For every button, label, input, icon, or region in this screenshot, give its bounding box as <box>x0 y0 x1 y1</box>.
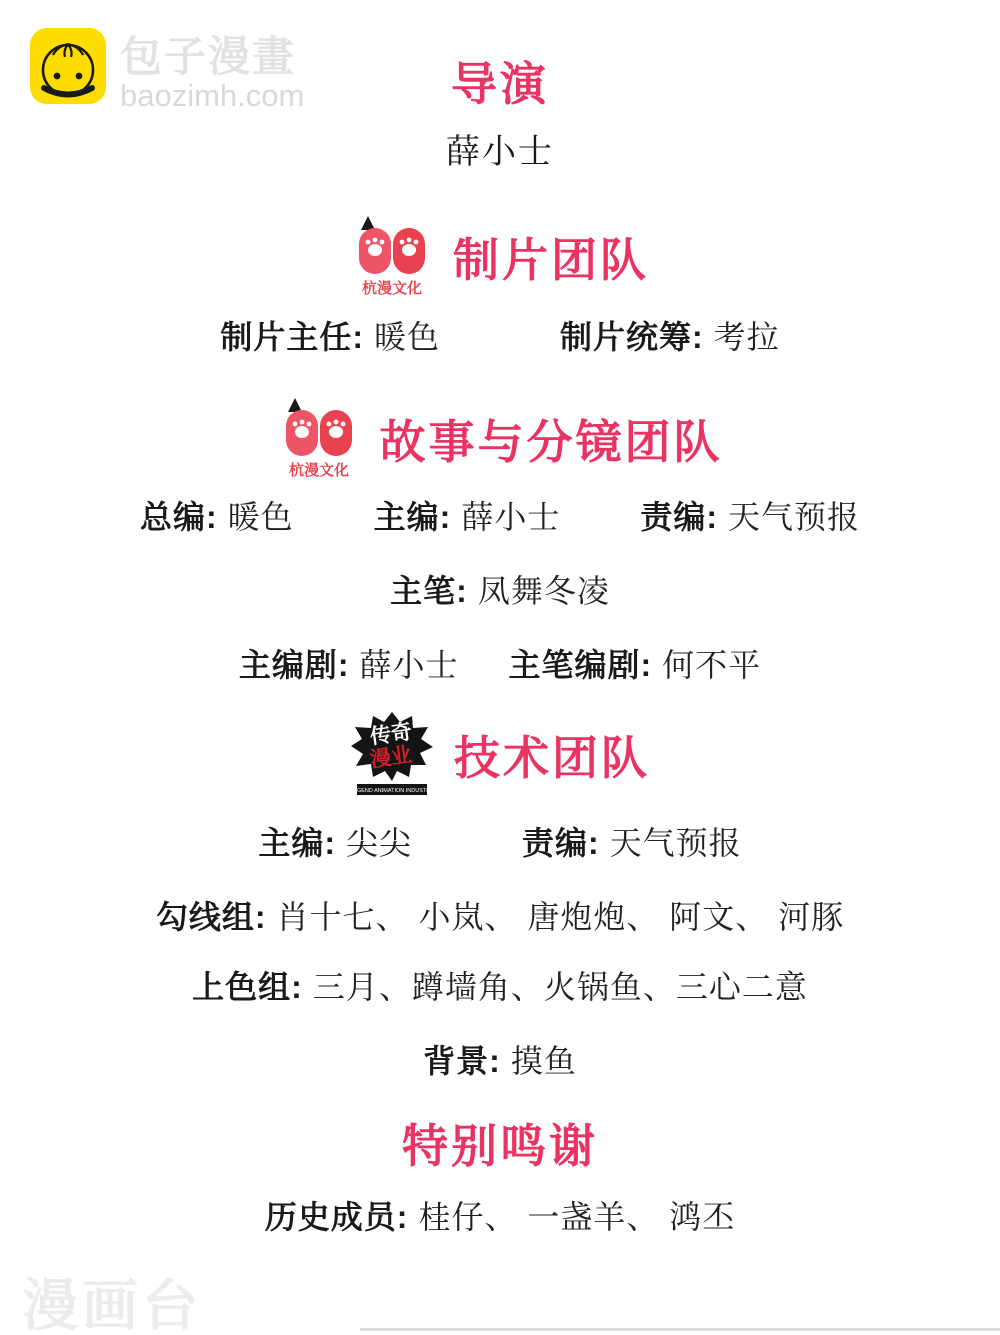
credit-label: 勾线组: <box>155 899 267 935</box>
manhuatai-watermark: 漫画台 <box>22 1274 202 1335</box>
credit-entry <box>509 640 762 686</box>
credit-value: 凤舞冬凌 <box>477 573 610 609</box>
hangman-culture-logo-icon <box>351 214 433 300</box>
credit-entry <box>374 492 561 538</box>
credit-value: 桂仔、 一盏羊、 鸿丕 <box>418 1199 736 1235</box>
hangman-culture-logo-caption: 杭漫文化 <box>361 280 423 297</box>
credit-label: 上色组: <box>192 969 303 1005</box>
credit-entry <box>258 818 412 864</box>
credit-entry <box>265 1192 735 1238</box>
story-credits-row-2 <box>0 566 1000 612</box>
production-heading: 制片团队 <box>453 234 649 286</box>
credit-value: 暖色 <box>227 499 294 535</box>
legend-logo-text-bottom: 漫业 <box>368 743 414 772</box>
production-credits-row <box>0 312 1000 358</box>
director-name: 薛小士 <box>446 133 554 171</box>
credit-label: 主笔编剧: <box>508 647 653 683</box>
section-tech-heading <box>0 712 1000 798</box>
credit-label: 总编: <box>139 499 218 535</box>
section-story-heading <box>0 396 1000 482</box>
credit-entry <box>390 566 610 612</box>
legend-logo-tagline: LEGEND ANIMATION INDUSTRY <box>350 788 434 794</box>
director-name-row <box>0 124 1000 173</box>
tech-credits-row-3 <box>0 962 1000 1008</box>
credit-entry <box>423 1036 577 1082</box>
section-thanks-heading <box>0 1110 1000 1176</box>
credit-label: 主编剧: <box>238 647 350 683</box>
credit-label: 责编: <box>640 499 719 535</box>
credit-value: 天气预报 <box>728 499 861 535</box>
tech-heading: 技术团队 <box>454 732 650 784</box>
credit-label: 主笔: <box>390 573 468 609</box>
section-production-heading <box>0 214 1000 300</box>
thanks-heading: 特别鸣谢 <box>402 1120 598 1172</box>
credit-label: 主编: <box>258 825 336 861</box>
credit-label: 背景: <box>423 1043 501 1079</box>
credit-value: 薛小士 <box>359 647 459 683</box>
credit-entry <box>239 640 459 686</box>
credit-value: 肖十七、 小岚、 唐炮炮、 阿文、 河豚 <box>276 899 845 935</box>
credit-entry <box>640 492 860 538</box>
credit-entry <box>560 312 780 358</box>
credit-entry <box>140 492 294 538</box>
site-name: 包子漫畫 <box>120 33 297 80</box>
story-credits-row-1 <box>0 492 1000 538</box>
credit-entry <box>192 962 808 1008</box>
credit-value: 薛小士 <box>461 499 561 535</box>
credit-label: 制片主任: <box>220 319 364 355</box>
tech-credits-row-1 <box>0 818 1000 864</box>
thanks-credits-row <box>0 1192 1000 1238</box>
credit-entry <box>220 312 440 358</box>
tech-credits-row-4 <box>0 1036 1000 1082</box>
credit-value: 天气预报 <box>609 825 742 861</box>
credit-value: 摸鱼 <box>510 1043 577 1079</box>
credit-entry <box>156 892 844 938</box>
site-domain: baozimh.com <box>120 78 305 113</box>
credit-value: 何不平 <box>662 647 762 683</box>
credit-value: 三月、蹲墙角、火锅鱼、三心二意 <box>312 969 808 1005</box>
credit-value: 尖尖 <box>345 825 412 861</box>
legend-logo-text-top: 传奇 <box>368 720 414 749</box>
hangman-culture-logo-caption: 杭漫文化 <box>288 462 349 479</box>
credit-value: 暖色 <box>373 319 440 355</box>
hangman-culture-logo-icon <box>278 396 360 482</box>
section-director-heading <box>0 48 1000 114</box>
credit-label: 责编: <box>522 825 600 861</box>
credit-label: 制片统筹: <box>560 319 704 355</box>
story-credits-row-3 <box>0 640 1000 686</box>
credit-label: 历史成员: <box>264 1199 409 1235</box>
tech-credits-row-2 <box>0 892 1000 938</box>
legend-animation-logo-icon <box>350 712 434 798</box>
story-heading: 故事与分镜团队 <box>379 416 723 468</box>
director-heading: 导演 <box>451 58 549 110</box>
bottom-divider-line <box>360 1328 1000 1331</box>
credit-entry <box>522 818 742 864</box>
credit-label: 主编: <box>373 499 452 535</box>
credit-value: 考拉 <box>713 319 780 355</box>
